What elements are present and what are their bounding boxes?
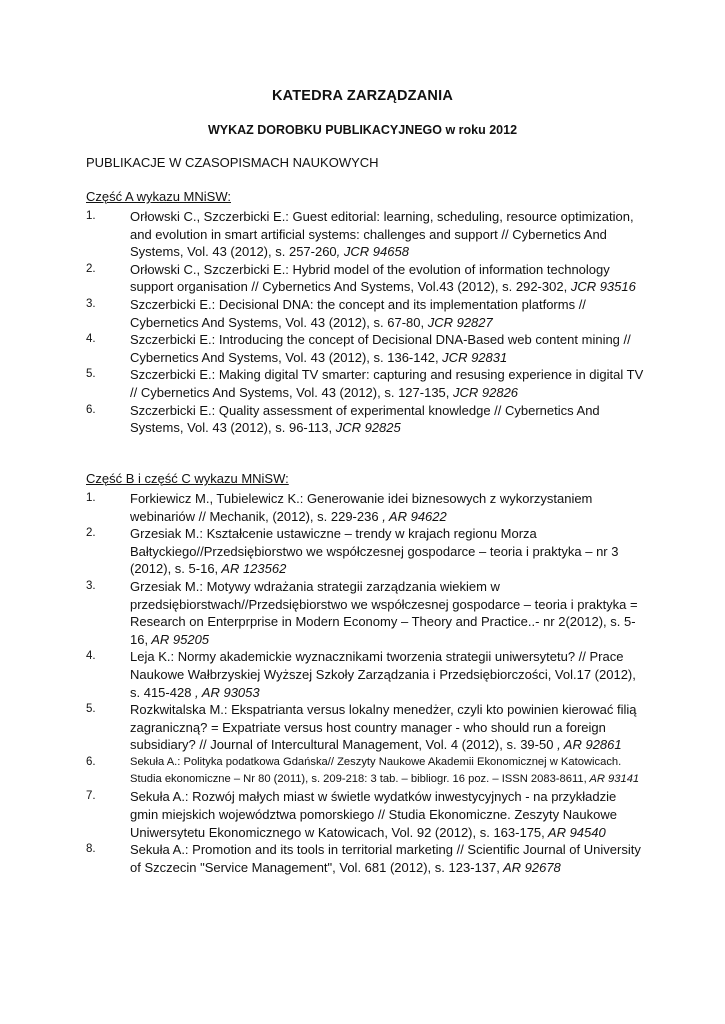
list-item [86,701,646,754]
item-number: 3. [86,297,96,310]
journal-score: JCR 92825 [332,420,401,436]
citation-text: Orłowski C., Szczerbicki E.: Hybrid model of the evolution of information technology support organisation // Cybernetics And Systems, Vol.43 (2012), s. 292-302, [130,261,610,295]
list-item [86,578,646,648]
citation-text: Szczerbicki E.: Quality assessment of experimental knowledge // Cybernetics And Systems, Vol. 43 (2012), s. 96-113, [130,402,600,436]
item-text [130,261,646,296]
item-number: 6. [86,403,96,416]
list-item [86,841,646,876]
document-title: KATEDRA ZARZĄDZANIA [271,88,453,104]
citation-text: Rozkwitalska M.: Ekspatrianta versus lokalny menedżer, czyli kto powinien kierować filią zagraniczną? = Expatriate versus host country manager - who should run a foreign subsidiary? // Journal of Intercultural Management, Vol. 4 (2012), s. 39-50 [130,702,637,753]
item-text [130,648,646,701]
item-number: 1. [86,210,96,222]
journal-score: , AR 92861 [553,737,622,753]
item-number: 8. [86,843,96,856]
journal-score: AR 123562 [218,561,287,577]
journal-score: , AR 94622 [378,508,447,524]
list-item [86,788,646,841]
item-text [130,754,646,788]
section-a-list [86,208,646,437]
item-text [130,296,646,331]
journal-score: AR 95205 [148,631,210,647]
item-text [130,402,646,437]
item-number: 2. [86,527,96,540]
item-number: 2. [86,262,96,275]
list-item [86,402,646,437]
list-item [86,296,646,331]
journal-score: AR 92678 [499,859,561,875]
item-text [130,788,646,841]
item-text [130,578,646,648]
citation-text: Leja K.: Normy akademickie wyznacznikami tworzenia strategii uniwersytetu? // Prace Naukowe Wałbrzyskiej Wyższej Szkoły Zarządzania i Przedsiębiorczości, Vol.17 (2012), s. 415-428 [130,649,636,700]
list-item [86,648,646,701]
citation-text: Grzesiak M.: Motywy wdrażania strategii zarządzania wiekiem w przedsiębiorstwach//Przedsiębiorstwo we współczesnej gospodarce – teoria i praktyka = Research on Enterprprise in Modern Economy – Theory and Practice..- nr 2(2012), s. 5-16, [130,578,638,647]
item-number: 7. [86,790,96,803]
citation-text: Szczerbicki E.: Making digital TV smarter: capturing and resusing experience in digital TV // Cybernetics And Systems, Vol. 43 (2012), s. 127-135, [130,367,644,400]
citation-text: Sekuła A.: Promotion and its tools in territorial marketing // Scientific Journal of University of Szczecin "Service Management", Vol. 681 (2012), s. 123-137, [130,842,641,875]
journal-score: AR 93141 [586,773,640,786]
section-a-label: Część A wykazu MNiSW: [86,189,231,204]
journal-score: JCR 92831 [438,349,508,365]
journal-score: JCR 92827 [424,314,493,330]
item-text [130,331,646,366]
list-item [86,331,646,366]
item-text [130,525,646,578]
section-bc-list [86,490,646,876]
citation-text: Grzesiak M.: Kształcenie ustawiczne – trendy w krajach regionu Morza Bałtyckiego//Przedsiębiorstwo we współczesnej gospodarce – teoria i praktyka – nr 3 (2012), s. 5-16, [130,526,619,577]
item-text [130,490,646,525]
document-subtitle: WYKAZ DOROBKU PUBLIKACYJNEGO w roku 2012 [207,123,518,137]
list-item [86,490,646,525]
journal-score: , JCR 94658 [336,244,409,260]
item-number: 4. [86,333,96,346]
citation-text: Sekuła A.: Polityka podatkowa Gdańska// Zeszyty Naukowe Akademii Ekonomicznej w Katowicach. Studia ekonomiczne – Nr 80 (2011), s. 209-218: 3 tab. – bibliogr. 16 poz. – ISSN 2083-8611, [130,755,622,786]
item-number: 3. [86,579,96,592]
list-item [86,208,646,261]
journal-score: AR 94540 [544,824,606,840]
citation-text: Szczerbicki E.: Introducing the concept of Decisional DNA-Based web content mining // Cybernetics And Systems, Vol. 43 (2012), s. 136-142, [130,332,631,365]
journal-score: JCR 93516 [567,279,636,295]
journal-score: , AR 93053 [191,684,260,700]
item-number: 5. [86,368,96,381]
list-item [86,754,646,788]
item-number: 1. [86,492,96,504]
item-number: 6. [86,755,96,768]
journal-score: JCR 92826 [449,384,519,400]
citation-text: Szczerbicki E.: Decisional DNA: the concept and its implementation platforms // Cybernetics And Systems, Vol. 43 (2012), s. 67-80, [130,296,586,330]
citation-text: Orłowski C., Szczerbicki E.: Guest editorial: learning, scheduling, resource optimization, and evolution in smart artificial systems: challenges and support // Cybernetics And Systems, Vol. 43 (2012), s. 257-260 [130,209,634,260]
item-text [130,701,646,754]
item-number: 5. [86,703,96,716]
citation-text: Sekuła A.: Rozwój małych miast w świetle wydatków inwestycyjnych - na przykładzie gmin miejskich województwa pomorskiego // Studia Ekonomiczne. Zeszyty Naukowe Uniwersytetu Ekonomicznego w Katowicach, Vol. 92 (2012), s. 163-175, [130,789,617,840]
list-item [86,261,646,296]
item-text [130,208,646,261]
section-bc-label: Część B i część C wykazu MNiSW: [86,471,289,486]
list-item [86,366,646,401]
citation-text: Forkiewicz M., Tubielewicz K.: Generowanie idei biznesowych z wykorzystaniem webinariów // Mechanik, (2012), s. 229-236 [130,491,593,524]
list-item [86,525,646,578]
item-text [130,841,646,876]
section-heading: PUBLIKACJE W CZASOPISMACH NAUKOWYCH [86,155,379,170]
item-text [130,366,646,401]
item-number: 4. [86,650,96,663]
